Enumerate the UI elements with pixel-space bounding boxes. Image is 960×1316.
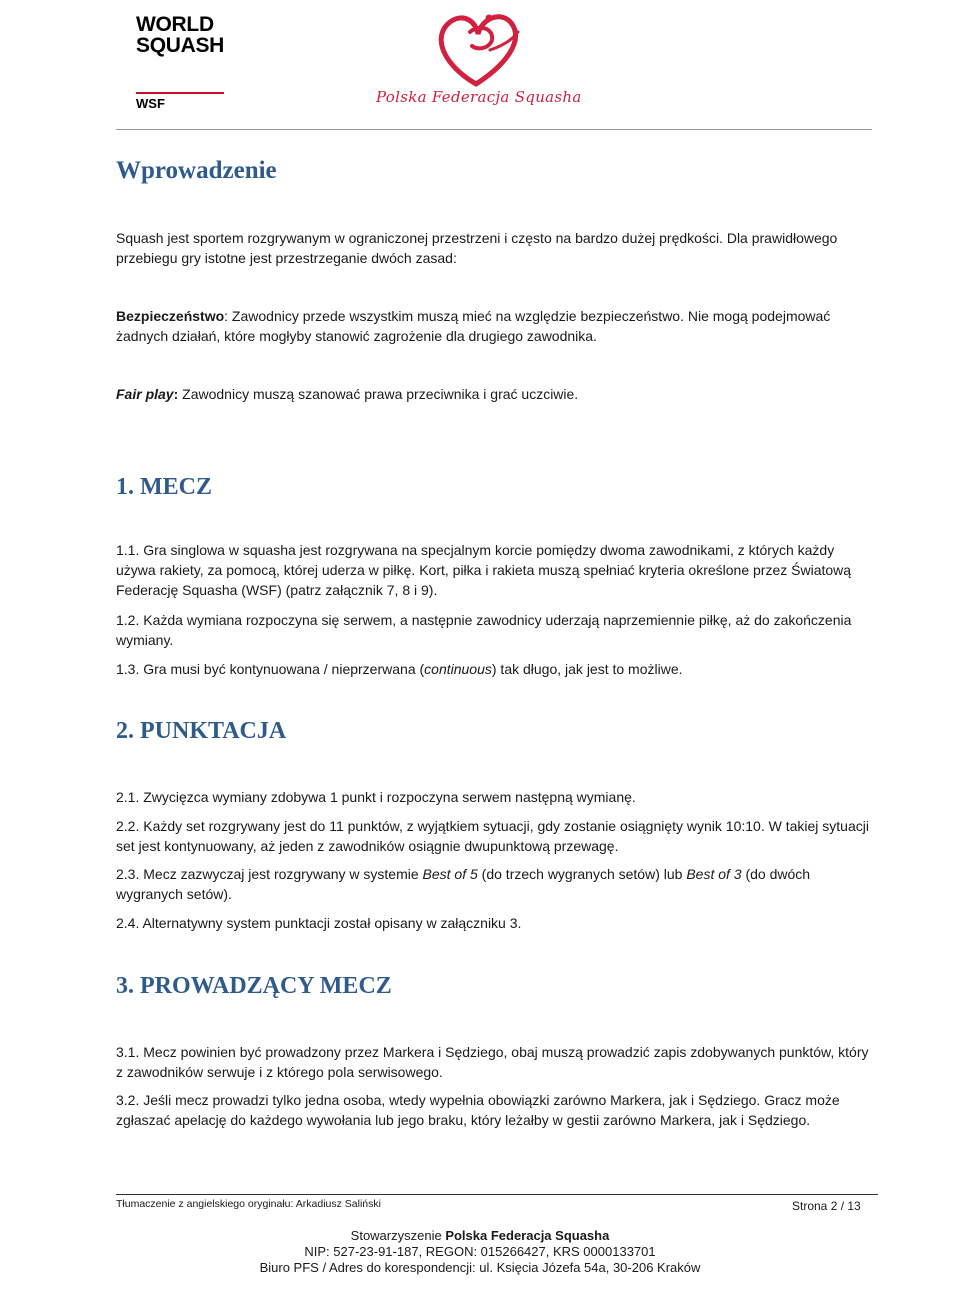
- p23-part-b: (do trzech wygranych setów) lub: [477, 866, 687, 882]
- page-number: Strona 2 / 13: [792, 1199, 861, 1213]
- fairplay-text: Zawodnicy muszą szanować prawa przeciwnika i grać uczciwie.: [178, 386, 579, 402]
- pfs-logo: [372, 6, 587, 116]
- paragraph-3-2: 3.2. Jeśli mecz prowadzi tylko jedna osoba, wtedy wypełnia obowiązki zarówno Markera, jak i Sędziego. Gracz może zgłaszać apelację do każdego wywołania lub jego braku, który leżałby w gestii zarówno Markera, jak i Sędziego.: [116, 1092, 840, 1128]
- p13-part-a: 1.3. Gra musi być kontynuowana / nieprzerwana (: [116, 661, 425, 677]
- paragraph-1-2: 1.2. Każda wymiana rozpoczyna się serwem, a następnie zawodnicy uderzają naprzemiennie piłkę, aż do zakończenia wymiany.: [116, 612, 852, 648]
- p23-italic-1: Best of 5: [422, 866, 478, 882]
- p13-italic: continuous: [424, 661, 492, 677]
- safety-text: : Zawodnicy przede wszystkim muszą mieć na względzie bezpieczeństwo. Nie mogą podejmować żadnych działań, które mogłyby stanowić zagrożenie dla drugiego zawodnika.: [116, 308, 831, 344]
- footer-address: Biuro PFS / Adres do korespondencji: ul. Księcia Józefa 54a, 30-206 Kraków: [259, 1260, 701, 1275]
- footer-organization: [0, 1228, 960, 1243]
- heading-introduction: Wprowadzenie: [116, 157, 277, 184]
- paragraph-1-1: 1.1. Gra singlowa w squasha jest rozgrywana na specjalnym korcie pomiędzy dwoma zawodnikami, z których każdy używa rakiety, za pomocą, której uderza w piłkę. Kort, piłka i rakieta muszą spełniać kryteria określone przez Światową Federację Squasha (WSF) (patrz załącznik 7, 8 i 9).: [116, 542, 852, 598]
- footer-ids: NIP: 527-23-91-187, REGON: 015266427, KRS 0000133701: [304, 1244, 656, 1259]
- heading-section-3: 3. PROWADZĄCY MECZ: [116, 973, 392, 999]
- logo-divider: [136, 92, 224, 94]
- fairplay-label: Fair play: [116, 386, 174, 402]
- wsf-logo-text: WSF: [136, 96, 165, 111]
- paragraph-2-3: [116, 864, 876, 904]
- paragraph-2-1: 2.1. Zwycięzca wymiany zdobywa 1 punkt i rozpoczyna serwem następną wymianę.: [116, 789, 636, 805]
- fairplay-colon: :: [173, 386, 179, 402]
- paragraph-3-1: 3.1. Mecz powinien być prowadzony przez Markera i Sędziego, obaj muszą prowadzić zapis zdobywanych punktów, który z zawodników serwuje i z którego pola serwisowego.: [116, 1044, 869, 1080]
- safety-label: Bezpieczeństwo: [116, 308, 225, 324]
- p23-part-a: 2.3. Mecz zazwyczaj jest rozgrywany w systemie: [116, 866, 423, 882]
- p23-part-c: (do dwóch wygranych setów).: [116, 866, 811, 902]
- org-name: Polska Federacja Squasha: [445, 1228, 610, 1243]
- paragraph-1-3: [116, 659, 876, 679]
- p13-part-b: ) tak długo, jak jest to możliwe.: [491, 661, 683, 677]
- footer-rule: [116, 1194, 878, 1195]
- intro-paragraph: Squash jest sportem rozgrywanym w ograniczonej przestrzeni i często na bardzo dużej prędkości. Dla prawidłowego przebiegu gry istotne jest przestrzeganie dwóch zasad:: [116, 230, 838, 266]
- world-squash-logo: [136, 14, 236, 111]
- safety-paragraph: [116, 306, 876, 346]
- org-prefix: Stowarzyszenie: [350, 1228, 446, 1243]
- pfs-logo-text: Polska Federacja Squasha: [376, 88, 582, 106]
- p23-italic-2: Best of 3: [686, 866, 742, 882]
- world-squash-line2: SQUASH: [136, 34, 225, 57]
- heading-section-2: 2. PUNKTACJA: [116, 718, 287, 744]
- fairplay-paragraph: [116, 384, 876, 404]
- translator-credit: Tłumaczenie z angielskiego oryginału: Arkadiusz Saliński: [116, 1198, 381, 1210]
- heading-section-1: 1. MECZ: [116, 474, 212, 500]
- world-squash-line1: WORLD: [136, 13, 214, 36]
- header-rule: [116, 129, 872, 130]
- paragraph-2-2: 2.2. Każdy set rozgrywany jest do 11 punktów, z wyjątkiem sytuacji, gdy zostanie osiągnięty wynik 10:10. W takiej sytuacji set jest kontynuowany, aż jeden z zawodników osiągnie dwupunktową przewagę.: [116, 818, 869, 854]
- paragraph-2-4: 2.4. Alternatywny system punktacji został opisany w załączniku 3.: [116, 915, 522, 931]
